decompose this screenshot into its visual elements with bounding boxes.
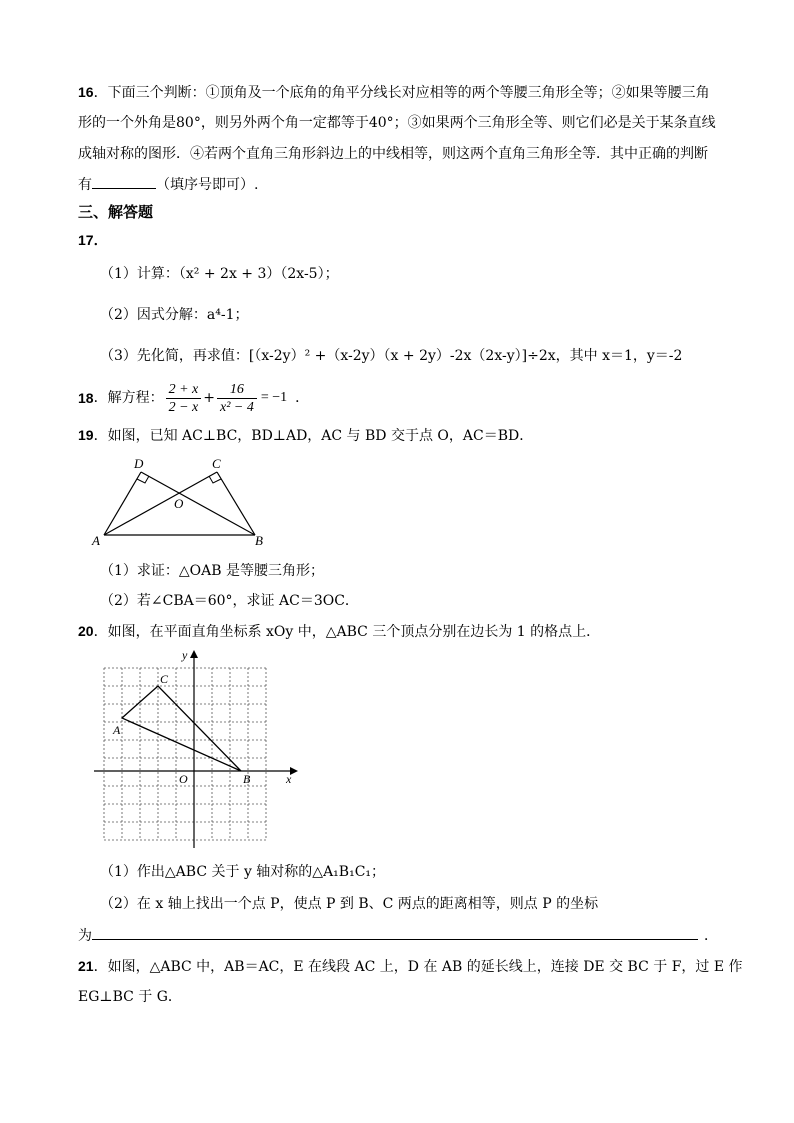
- q20-line: [78, 621, 600, 642]
- q17-heading: [78, 230, 108, 251]
- q17-part-2: （2）因式分解：a⁴-1；: [100, 307, 249, 323]
- question-number: 19: [78, 427, 94, 443]
- label-x: x: [286, 772, 292, 786]
- q19-line: [78, 425, 533, 446]
- answer-blank: [92, 925, 698, 940]
- label-C: C: [160, 672, 169, 686]
- equation-rhs: = −1: [260, 390, 288, 405]
- q20-part-2-continued: [78, 925, 718, 946]
- q20-p3-prefix: 为: [78, 928, 92, 944]
- label-B: B: [243, 772, 251, 786]
- label-B: B: [255, 533, 263, 548]
- label-A: A: [92, 533, 100, 548]
- label-O: O: [174, 496, 184, 511]
- fraction-2-denominator: x² − 4: [219, 399, 254, 415]
- q16-line-1: [78, 82, 710, 103]
- q19-figure: [90, 452, 280, 548]
- segment-CB: [217, 472, 255, 535]
- right-angle-mark-C: [209, 476, 221, 483]
- q19-text: ．如图，已知 AC⊥BC，BD⊥AD，AC 与 BD 交于点 O，AC＝BD．: [93, 428, 534, 444]
- q20-text: ．如图，在平面直角坐标系 xOy 中，△ABC 三个顶点分别在边长为 1 的格点上．: [93, 624, 601, 640]
- q20-part-1: （1）作出△ABC 关于 y 轴对称的△A₁B₁C₁；: [100, 864, 386, 880]
- label-C: C: [212, 456, 221, 471]
- grid-lines: [104, 668, 266, 840]
- q17-part-1: （1）计算：（x² + 2x + 3）（2x-5）；: [100, 266, 339, 282]
- fraction-2-numerator: 16: [217, 381, 257, 399]
- fraction-1: [166, 381, 202, 416]
- section-title: 三、解答题: [78, 204, 154, 221]
- plus-sign: +: [203, 390, 215, 406]
- q16-text-1: ．下面三个判断：①顶角及一个底角的角平分线长对应相等的两个等腰三角形全等；②如果等腰三角: [93, 85, 710, 101]
- segment-AC: [104, 472, 217, 535]
- q21-line-1: [78, 956, 743, 977]
- fraction-1-numerator: 2 + x: [166, 381, 202, 399]
- q16-text-4b: （填序号即可）.: [156, 177, 259, 193]
- q16-text-4a: 有: [78, 177, 92, 193]
- question-number: 17: [78, 232, 94, 248]
- label-y: y: [182, 648, 188, 662]
- q20-p3-end: ．: [704, 928, 718, 944]
- question-number: 20: [78, 623, 94, 639]
- fraction-1-denominator: 2 − x: [168, 399, 199, 415]
- q18-end: ．: [295, 390, 310, 406]
- label-D: D: [134, 456, 144, 471]
- segment-DB: [141, 472, 255, 535]
- q16-line-3: 成轴对称的图形．④若两个直角三角形斜边上的中线相等，则这两个直角三角形全等．其中正确的判断: [78, 146, 708, 162]
- segment-AD: [104, 472, 141, 535]
- question-number: 18: [78, 390, 94, 406]
- question-number: 16: [78, 84, 94, 100]
- y-axis-arrow: [190, 650, 198, 658]
- q16-line-4: [78, 174, 258, 195]
- q16-line-2: 形的一个外角是80°，则另外两个角一定都等于40°；③如果两个三角形全等、则它们必是关于某条直线: [78, 115, 716, 131]
- q21-line-2: EG⊥BC 于 G．: [78, 989, 182, 1005]
- q19-part-1: （1）求证：△OAB 是等腰三角形；: [100, 563, 324, 579]
- q21-text-1: ．如图，△ABC 中，AB＝AC，E 在线段 AC 上，D 在 AB 的延长线上，连接 DE 交 BC 于 F，过 E 作: [93, 959, 743, 975]
- q18-line: [78, 380, 309, 416]
- q19-part-2: （2）若∠CBA＝60°，求证 AC＝3OC．: [100, 593, 359, 609]
- label-O: O: [179, 772, 188, 786]
- answer-blank: [92, 174, 156, 189]
- fraction-2: [217, 381, 257, 416]
- q20-coordinate-grid: [90, 646, 305, 856]
- q20-part-2: （2）在 x 轴上找出一个点 P，使点 P 到 B、C 两点的距离相等，则点 P 的坐标: [100, 896, 599, 912]
- q18-prefix: ．解方程：: [93, 390, 164, 406]
- q17-part-3: （3）先化简，再求值：[（x-2y）² +（x-2y）（x + 2y）-2x（2x-y）]÷2x，其中 x＝1，y＝-2: [100, 348, 683, 364]
- right-angle-mark-D: [137, 476, 149, 483]
- label-A: A: [113, 723, 121, 737]
- question-number: 21: [78, 958, 94, 974]
- question-dot: ．: [93, 232, 108, 248]
